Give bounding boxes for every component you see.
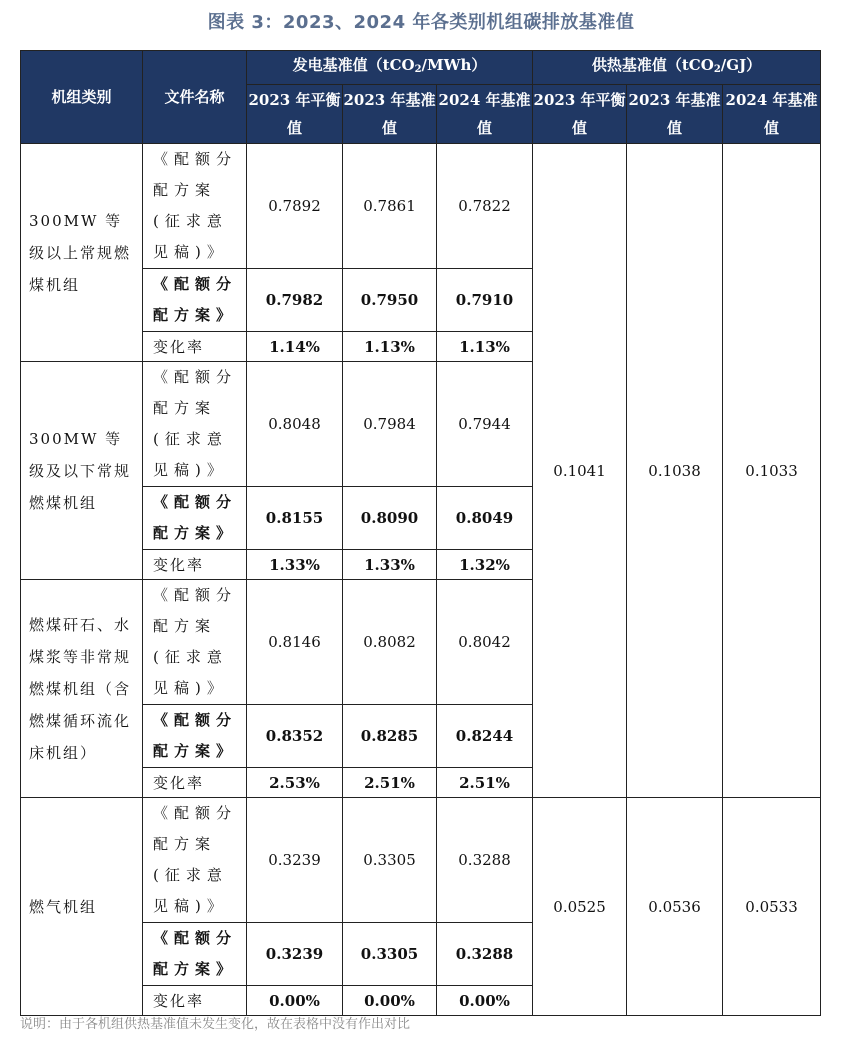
value-cell: 0.8042 (437, 580, 533, 705)
value-cell: 0.7950 (343, 269, 437, 332)
heat-value-cell: 0.0536 (627, 798, 723, 1016)
rate-cell: 1.14% (247, 332, 343, 362)
document-name-cell: 《配额分配方案(征求意见稿)》 (143, 580, 247, 705)
unit-category-header: 机组类别 (21, 51, 143, 144)
change-rate-label: 变化率 (143, 768, 247, 798)
rate-cell: 1.13% (343, 332, 437, 362)
rate-cell: 1.13% (437, 332, 533, 362)
heat-value-cell: 0.1033 (723, 144, 821, 798)
rate-cell: 1.32% (437, 550, 533, 580)
col-heat-2023-benchmark: 2023 年基准值 (627, 85, 723, 144)
col-heat-2024-benchmark: 2024 年基准值 (723, 85, 821, 144)
document-name-cell: 《配额分配方案》 (143, 269, 247, 332)
col-power-2023-balance: 2023 年平衡值 (247, 85, 343, 144)
rate-cell: 0.00% (247, 986, 343, 1016)
value-cell: 0.8048 (247, 362, 343, 487)
value-cell: 0.7982 (247, 269, 343, 332)
rate-cell: 0.00% (437, 986, 533, 1016)
value-cell: 0.3305 (343, 798, 437, 923)
col-heat-2023-balance: 2023 年平衡值 (533, 85, 627, 144)
value-cell: 0.3288 (437, 923, 533, 986)
value-cell: 0.3305 (343, 923, 437, 986)
document-name-header: 文件名称 (143, 51, 247, 144)
rate-cell: 0.00% (343, 986, 437, 1016)
heat-value-cell: 0.0533 (723, 798, 821, 1016)
value-cell: 0.7910 (437, 269, 533, 332)
page-title: 图表 3：2023、2024 年各类别机组碳排放基准值 (207, 12, 635, 33)
document-name-cell: 《配额分配方案(征求意见稿)》 (143, 144, 247, 269)
value-cell: 0.3288 (437, 798, 533, 923)
table-row (21, 144, 821, 269)
unit-category-cell: 300MW 等级以上常规燃煤机组 (21, 144, 143, 362)
value-cell: 0.8155 (247, 487, 343, 550)
rate-cell: 2.51% (437, 768, 533, 798)
rate-cell: 1.33% (247, 550, 343, 580)
value-cell: 0.8352 (247, 705, 343, 768)
document-name-cell: 《配额分配方案》 (143, 705, 247, 768)
value-cell: 0.3239 (247, 798, 343, 923)
document-name-cell: 《配额分配方案(征求意见稿)》 (143, 362, 247, 487)
unit-category-cell: 燃气机组 (21, 798, 143, 1016)
value-cell: 0.3239 (247, 923, 343, 986)
unit-category-cell: 300MW 等级及以下常规燃煤机组 (21, 362, 143, 580)
value-cell: 0.7861 (343, 144, 437, 269)
heat-value-cell: 0.1038 (627, 144, 723, 798)
rate-cell: 2.53% (247, 768, 343, 798)
document-name-cell: 《配额分配方案》 (143, 487, 247, 550)
value-cell: 0.7944 (437, 362, 533, 487)
col-power-2024-benchmark: 2024 年基准值 (437, 85, 533, 144)
rate-cell: 2.51% (343, 768, 437, 798)
footnote: 说明：由于各机组供热基准值未发生变化，故在表格中没有作出对比 (20, 1017, 411, 1032)
value-cell: 0.8244 (437, 705, 533, 768)
change-rate-label: 变化率 (143, 332, 247, 362)
value-cell: 0.8090 (343, 487, 437, 550)
value-cell: 0.7822 (437, 144, 533, 269)
value-cell: 0.8082 (343, 580, 437, 705)
value-cell: 0.7984 (343, 362, 437, 487)
col-power-2023-benchmark: 2023 年基准值 (343, 85, 437, 144)
document-name-cell: 《配额分配方案(征求意见稿)》 (143, 798, 247, 923)
value-cell: 0.8285 (343, 705, 437, 768)
benchmark-table (20, 50, 821, 1016)
value-cell: 0.8146 (247, 580, 343, 705)
rate-cell: 1.33% (343, 550, 437, 580)
heat-value-cell: 0.0525 (533, 798, 627, 1016)
change-rate-label: 变化率 (143, 550, 247, 580)
power-benchmark-header: 发电基准值（tCO$_2$/MWh） (247, 51, 533, 85)
value-cell: 0.7892 (247, 144, 343, 269)
change-rate-label: 变化率 (143, 986, 247, 1016)
heat-benchmark-header: 供热基准值（tCO$_2$/GJ） (533, 51, 821, 85)
heat-value-cell: 0.1041 (533, 144, 627, 798)
unit-category-cell: 燃煤矸石、水煤浆等非常规燃煤机组（含燃煤循环流化床机组） (21, 580, 143, 798)
document-name-cell: 《配额分配方案》 (143, 923, 247, 986)
value-cell: 0.8049 (437, 487, 533, 550)
table-row (21, 798, 821, 923)
